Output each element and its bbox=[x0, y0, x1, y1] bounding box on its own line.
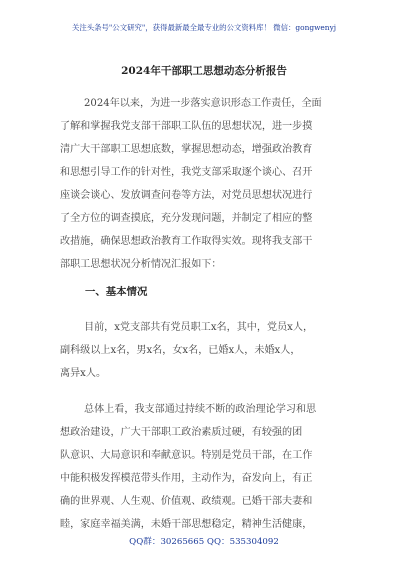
paragraph-line: 部职工思想状况分析情况汇报如下： bbox=[60, 259, 222, 270]
paragraph-line: 队意识、大局意识和奉献意识。特别是党员干部，在工作 bbox=[60, 450, 313, 461]
overall-paragraph bbox=[60, 398, 350, 536]
paragraph-line: 了解和掌握我党支部干部职工队伍的思想状况，进一步摸 bbox=[60, 121, 313, 132]
paragraph-line: 想政治建设，广大干部职工政治素质过硬，有较强的团 bbox=[60, 427, 303, 438]
paragraph-line: 中能积极发挥模范带头作用，主动作为，奋发向上，有正 bbox=[60, 473, 313, 484]
paragraph-line: 睦，家庭幸福美满，未婚干部思想稳定，精神生活健康， bbox=[60, 519, 313, 530]
section-heading: 一、基本情况 bbox=[85, 286, 148, 298]
paragraph-line: 了全方位的调查摸底，充分发现问题，并制定了相应的整 bbox=[60, 213, 313, 224]
paragraph-line: 和思想引导工作的针对性，我党支部采取逐个谈心、召开 bbox=[60, 167, 313, 178]
basic-info-paragraph bbox=[60, 316, 350, 385]
paragraph-line: 清广大干部职工思想底数，掌握思想动态，增强政治教育 bbox=[60, 144, 313, 155]
paragraph-line: 副科级以上x名，男x名，女x名，已婚x人，未婚x人， bbox=[60, 345, 301, 356]
paragraph-line: 离异x人。 bbox=[60, 368, 107, 379]
header-banner: 关注头条号"公文研究"，获得最新最全最专业的公文资料库！ 微信：gongwenyj bbox=[71, 23, 337, 32]
paragraph-line: 座谈会谈心、发放调查问卷等方法，对党员思想状况进行 bbox=[60, 190, 313, 201]
paragraph-line: 总体上看，我支部通过持续不断的政治理论学习和思 bbox=[84, 404, 317, 415]
paragraph-line: 目前，x党支部共有党员职工x名，其中，党员x人， bbox=[84, 322, 314, 333]
paragraph-line: 确的世界观、人生观、价值观、政绩观。已婚干部夫妻和 bbox=[60, 496, 313, 507]
footer-contact: QQ群：30265665 QQ：535304092 bbox=[129, 537, 279, 547]
paragraph-line: 改措施，确保思想政治教育工作取得实效。现将我支部干 bbox=[60, 236, 313, 247]
intro-paragraph bbox=[60, 92, 350, 276]
document-title: 2024年干部职工思想动态分析报告 bbox=[121, 65, 287, 77]
paragraph-line: 2024年以来，为进一步落实意识形态工作责任，全面 bbox=[84, 98, 322, 109]
